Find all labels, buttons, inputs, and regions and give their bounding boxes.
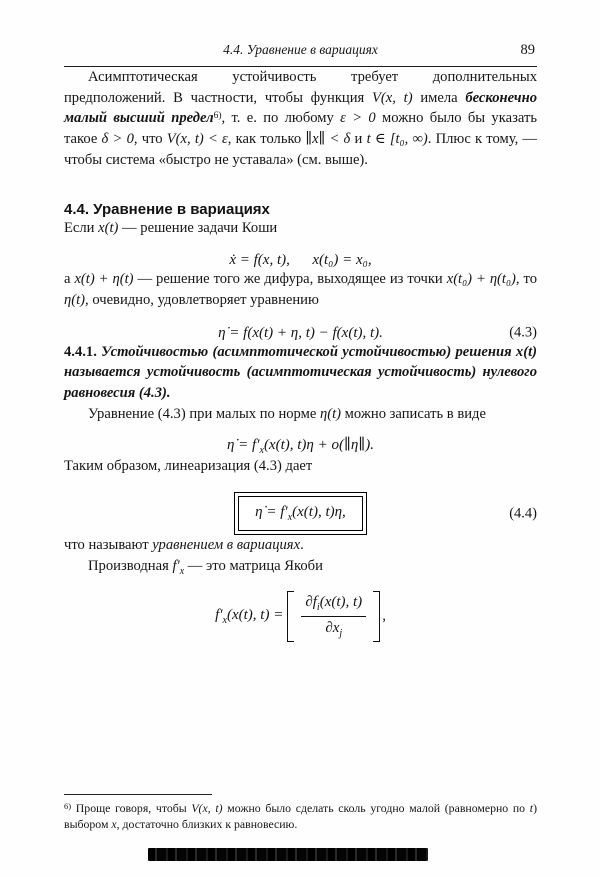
math-run: η(t): [320, 405, 342, 422]
emphasis-run: уравнением в вариациях: [152, 537, 301, 554]
math-run: η̇ = f′: [226, 436, 260, 453]
math-run: (x(t), t)η,: [292, 504, 346, 521]
math-run: η(t): [64, 292, 86, 309]
definition-text: Устойчивостью (асимптотической устойчивостью) решения: [96, 343, 516, 360]
math-run: x(t): [98, 219, 119, 236]
footnote-marker: 6): [64, 800, 72, 811]
math-run: t ∈ [t₀, ∞): [366, 131, 428, 148]
text-run: Производная: [88, 558, 173, 575]
paragraph-called: [64, 535, 537, 556]
math-run: ∂f: [305, 594, 317, 611]
text-run: — решение задачи Коши: [118, 219, 278, 236]
math-run: f′: [172, 558, 180, 575]
math-run: V(x, t) < ε: [166, 131, 228, 148]
text-run: , что: [133, 131, 167, 148]
equation-4-3: [64, 325, 537, 342]
equation-box-outer: [234, 492, 367, 535]
math-run: t: [529, 801, 534, 815]
equation-body: [226, 436, 375, 456]
math-run: f′: [215, 607, 223, 624]
jacobian-lhs: [215, 607, 283, 626]
paragraph-thus: [64, 456, 537, 477]
text-run: Если: [64, 219, 99, 236]
text-run: , очевидно, удовлетворяет уравнению: [85, 292, 319, 309]
paragraph-intro: [64, 67, 537, 171]
fraction-numerator: [301, 594, 366, 617]
subscript: x: [259, 444, 264, 456]
text-run: можно было бы указать такое: [64, 110, 537, 148]
math-run: ∂x: [325, 620, 340, 637]
footnote: [64, 794, 537, 833]
math-run: δ > 0: [101, 131, 134, 148]
definition-number: 4.4.1.: [64, 343, 97, 360]
math-run: V(x, t): [372, 89, 413, 106]
text-run: Асимптотическая устойчивость требует дополнительных предположений. В частности, чтобы функция: [64, 69, 537, 106]
text-run: — решение того же дифура, выходящее из точки: [133, 271, 447, 288]
equation-jacobian: [64, 591, 537, 642]
text-run: .: [300, 537, 304, 554]
equation-tag-4-4: (4.4): [509, 505, 537, 522]
subscript: j: [339, 628, 343, 640]
running-title: 4.4. Уравнение в вариациях: [223, 42, 378, 57]
equation-cauchy: [64, 252, 537, 269]
math-run: ε > 0: [340, 110, 376, 127]
footnote-rule: [64, 794, 212, 795]
text-run: ) выбором: [64, 801, 537, 832]
math-run: x(t₀) + η(t₀): [446, 271, 516, 288]
text-run: Таким образом, линеаризация (4.3) дает: [64, 457, 313, 474]
equation-body: ẋ = f(x, t), x(t₀) = x₀,: [229, 252, 372, 269]
text-run: можно записать в виде: [341, 405, 486, 422]
trailing-comma: ,: [382, 608, 386, 625]
math-run: (x(t), t)η + o(∥η∥).: [263, 436, 375, 453]
fraction-denominator: [325, 617, 342, 639]
page-header: [64, 42, 537, 61]
text-run: , то: [515, 271, 537, 288]
math-run: x(t): [515, 343, 537, 360]
equation-body: η̇ = f(x(t) + η, t) − f(x(t), t).: [218, 324, 383, 341]
emphasis-run: бесконечно малый высший предел: [64, 89, 537, 127]
text-run: Проще говоря, чтобы: [71, 801, 192, 815]
text-run: и: [350, 131, 367, 148]
subscript: x: [222, 615, 227, 627]
paragraph-derivative: [64, 556, 537, 579]
math-run: η̇ = f′: [255, 504, 288, 521]
text-run: — это матрица Якоби: [184, 558, 323, 575]
equation-linearized: [64, 435, 537, 456]
math-run: (x(t), t) =: [226, 607, 284, 624]
equation-4-4-boxed: [238, 496, 363, 531]
text-run: , как только: [227, 131, 306, 148]
text-run: Уравнение (4.3) при малых по норме: [88, 405, 320, 422]
page-number: 89: [520, 42, 535, 58]
section-heading: 4.4. Уравнение в вариациях: [64, 200, 270, 218]
text-run: , т. е. по любому: [221, 110, 341, 127]
text-run: имела: [412, 89, 466, 106]
text-run: что называют: [64, 537, 153, 554]
math-run: (x(t), t): [319, 594, 363, 611]
subscript: x: [179, 565, 185, 577]
definition-4-4-1: [64, 342, 537, 404]
math-run: x: [111, 817, 117, 832]
subscript: i: [316, 602, 320, 614]
fraction: [296, 591, 371, 642]
text-run: можно было сделать сколь угодно малой (равномерно по: [222, 801, 530, 815]
scan-barcode-artifact: [148, 848, 428, 861]
footnote-ref: 6): [213, 111, 222, 122]
paragraph-small-norm: [64, 404, 537, 425]
text-run: а: [64, 271, 75, 288]
math-run: ∥x∥ < δ: [305, 131, 351, 148]
text-run: . Плюс к тому, — чтобы система «быстро не уставала» (см. выше).: [64, 131, 538, 168]
definition-text: называется устойчивость (асимптотическая устойчивость) нулевого равновесия (4.3).: [64, 364, 537, 402]
equation-tag-4-3: (4.3): [509, 324, 537, 341]
math-run: x(t) + η(t): [74, 271, 134, 288]
subscript: x: [287, 512, 293, 524]
right-bracket: [373, 591, 380, 642]
equation-4-4-row: [64, 492, 537, 535]
left-bracket: [287, 591, 294, 642]
text-run: , достаточно близких к равновесию.: [116, 817, 298, 832]
math-run: V(x, t): [191, 801, 223, 815]
paragraph-eta: [64, 269, 537, 310]
paragraph-cauchy-intro: [64, 218, 537, 239]
